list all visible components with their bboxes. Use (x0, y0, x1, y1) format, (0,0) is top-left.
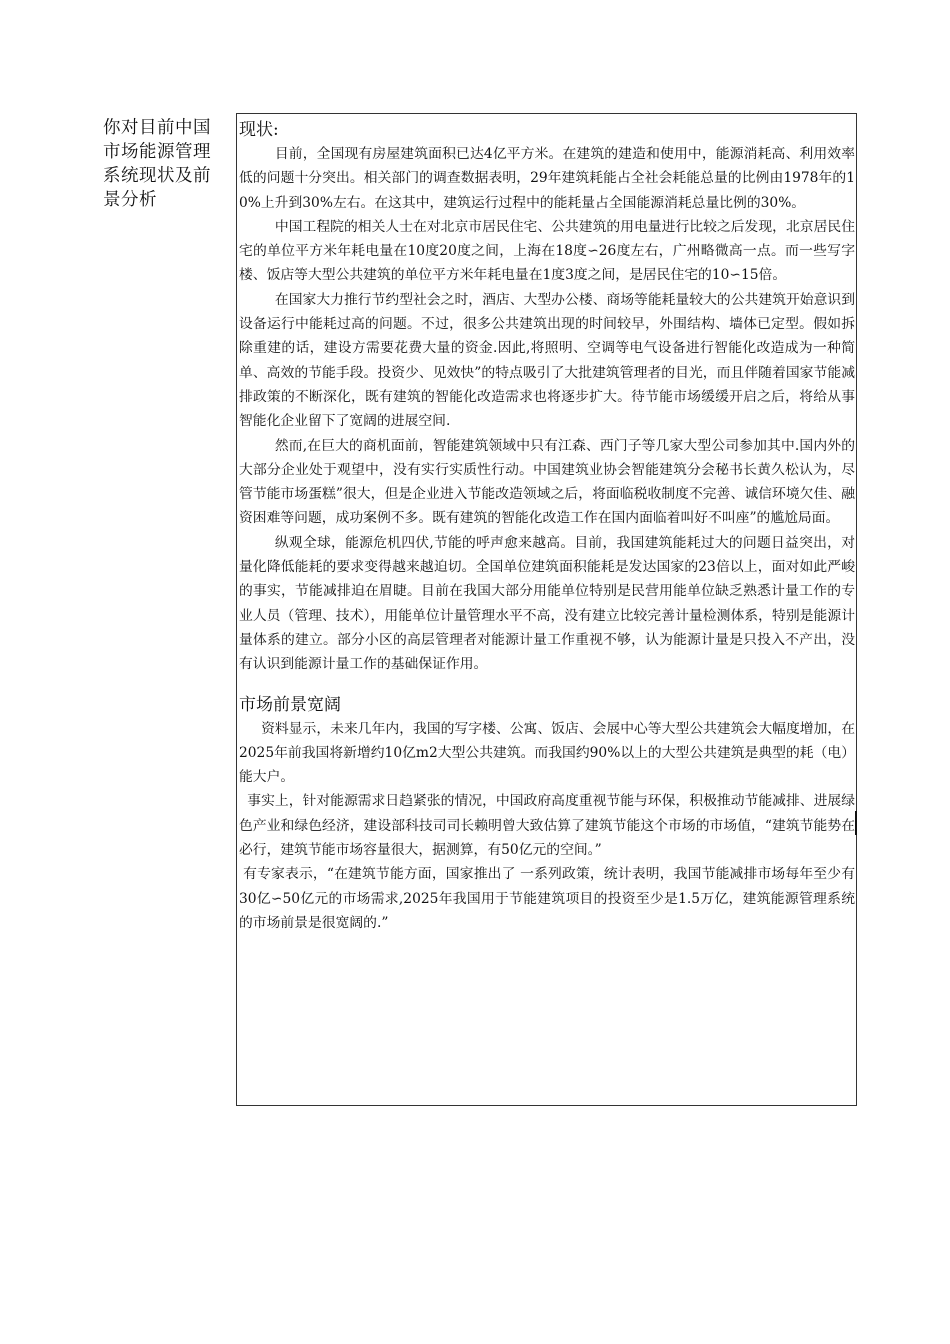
status-paragraph-1: 目前，全国现有房屋建筑面积已达4亿平方米。在建筑的建造和使用中，能源消耗高、利用效率低的问题十分突出。相关部门的调查数据表明，29年建筑耗能占全社会耗能总量的比例由1978年的10%上升到30%左右。在这其中，建筑运行过程中的能耗量占全国能源消耗总量比例的30%。 (239, 146, 855, 211)
prospect-paragraph-3: 有专家表示，“在建筑节能方面，国家推出了 一系列政策，统计表明，我国节能减排市场每年至少有30亿∽50亿元的市场需求,2025年我国用于节能建筑项目的投资至少是1.5万亿，建筑能源管理系统的市场前景是很宽阔的.” (239, 866, 855, 931)
status-paragraph-3: 在国家大力推行节约型社会之时，酒店、大型办公楼、商场等能耗量较大的公共建筑开始意识到设备运行中能耗过高的问题。不过，很多公共建筑出现的时间较早，外围结构、墙体已定型。假如拆除重建的话，建设方需要花费大量的资金.因此,将照明、空调等电气设备进行智能化改造成为一种简单、高效的节能手段。投资少、见效快”的特点吸引了大批建筑管理者的目光，而且伴随着国家节能减排政策的不断深化，既有建筑的智能化改造需求也将逐步扩大。待节能市场缓缓开启之后，将给从事智能化企业留下了宽阔的进展空间. (239, 291, 855, 430)
content-cell (236, 113, 857, 1106)
prospect-paragraph-1: 资料显示，未来几年内，我国的写字楼、公寓、饭店、会展中心等大型公共建筑会大幅度增加，在2025年前我国将新增约10亿m2大型公共建筑。而我国约90%以上的大型公共建筑是典型的耗（电）能大户。 (239, 720, 855, 786)
prospect-paragraph-2: 事实上，针对能源需求日趋紧张的情况，中国政府高度重视节能与环保，积极推动节能减排、进展绿色产业和绿色经济，建设部科技司司长赖明曾大致估算了建筑节能这个市场的市场值，“建筑节能势在必行，建筑节能市场容量很大，据测算，有50亿元的空间。” (239, 793, 855, 859)
section-gap (239, 677, 855, 693)
border-mark (855, 811, 857, 835)
row-label: 你对目前中国市场能源管理系统现状及前景分析 (103, 118, 211, 210)
prospect-heading: 市场前景宽阔 (239, 694, 341, 715)
status-paragraph-5: 纵观全球，能源危机四伏,节能的呼声愈来越高。目前，我国建筑能耗过大的问题日益突出，对量化降低能耗的要求变得越来越迫切。全国单位建筑面积能耗是发达国家的23倍以上，面对如此严峻的事实，节能减排迫在眉睫。目前在我国大部分用能单位特别是民营用能单位缺乏熟悉计量工作的专业人员（管理、技术），用能单位计量管理水平不高，没有建立比较完善计量检测体系，特别是能源计量体系的建立。部分小区的高层管理者对能源计量工作重视不够，认为能源计量是只投入不产出，没有认识到能源计量工作的基础保证作用。 (239, 534, 855, 673)
status-paragraph-4: 然而,在巨大的商机面前，智能建筑领域中只有江森、西门子等几家大型公司参加其中.国内外的大部分企业处于观望中，没有实行实质性行动。中国建筑业协会智能建筑分会秘书长黄久松认为，尽管节能市场蛋糕”很大，但是企业进入节能改造领域之后，将面临税收制度不完善、诚信环境欠佳、融资困难等问题，成功案例不多。既有建筑的智能化改造工作在国内面临着叫好不叫座”的尴尬局面。 (239, 437, 855, 527)
status-paragraph-2: 中国工程院的相关人士在对北京市居民住宅、公共建筑的用电量进行比较之后发现，北京居民住宅的单位平方米年耗电量在10度20度之间，上海在18度∽26度左右，广州略微高一点。而一些写字楼、饭店等大型公共建筑的单位平方米年耗电量在1度3度之间，是居民住宅的10∽15倍。 (239, 218, 855, 284)
status-heading: 现状: (239, 120, 279, 140)
